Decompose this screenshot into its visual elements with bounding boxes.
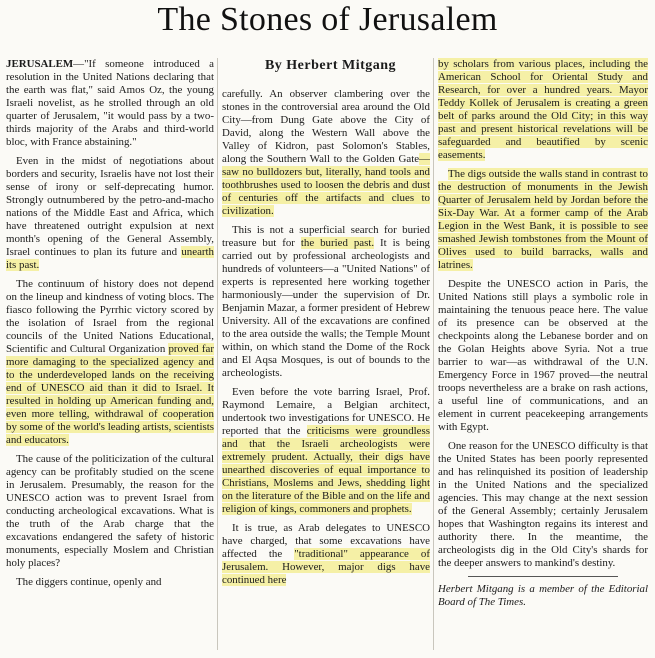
paragraph-text: The continuum of history does not depend on the lineup and kindness of voting blocs. The fiasco following the Pyrrhic victory scored by the isolation of Israel from the regional councils of the United Nations Educational, Scientific and Cultural Organization — [6, 278, 214, 355]
highlighted-text: proved far more damaging to the specialized agency and to the underdeveloped lands on the receiving end of UNESCO aid than it did to Israel. It resulted in holding up American funding and, even more telling, withdrawal of cooperation by some of the world's leading artists, scientists and educators. — [6, 343, 214, 446]
paragraph-text: Even in the midst of negotiations about borders and security, Israelis have not lost their sense of irony or self-deprecating humor. Strongly outnumbered by the petro-and-macho nations of the Middle East and Africa, which have threatened outright expulsion at next month's opening of the General Assembly, Israel continues to plan its future and — [6, 155, 214, 258]
column-2 — [222, 88, 430, 652]
author-note: Herbert Mitgang is a member of the Editorial Board of The Times. — [438, 583, 648, 608]
paragraph — [438, 58, 648, 162]
headline: The Stones of Jerusalem — [157, 1, 498, 38]
paragraph — [6, 155, 214, 272]
highlighted-text: by scholars from various places, including the American School for Oriental Study and Research, for over a hundred years. Mayor Teddy Kollek of Jerusalem is creating a green belt of parks around the Old City; in this way past and present historical revelations will be safeguarded and beautified by scenic easements. — [438, 58, 648, 161]
column-rule-right — [433, 58, 434, 650]
paragraph-text: It is true, as Arab delegates to UNESCO have charged, that some excavations have affected the — [222, 522, 430, 560]
author-note-divider — [468, 576, 618, 577]
paragraph — [222, 386, 430, 516]
paragraph: One reason for the UNESCO difficulty is that the United States has been poorly represented and has relinquished its position of leadership in the United Nations and the specialized agencies. This may change at the next session of the General Assembly; certainly Jerusalem hopes that Washington regains its interest and authority there. In the meantime, the archeologists dig in the Old City's shards for the deeper answers to mankind's destiny. — [438, 440, 648, 569]
highlighted-text: —saw no bulldozers but, literally, hand tools and toothbrushes used to loosen the debris and dust of centuries off the artifacts and clues to civilization. — [222, 153, 430, 217]
paragraph-text: This is not a superficial search for buried treasure but for — [222, 224, 430, 249]
paragraph-text: It is being carried out by professional archeologists and hundreds of volunteers—a "United Nations" of experts is represented here working together harmoniously—under the supervision of Dr. Benjamin Mazar, a former president of Hebrew University. All of the excavations are confined to the area outside the walls; the Temple Mount within, on which stand the Dome of the Rock and El Aqsa Mosques, is out of bounds to the archeologists. — [222, 237, 430, 379]
paragraph: Despite the UNESCO action in Paris, the United Nations still plays a symbolic role in maintaining the tenuous peace here. The value of its presence can be observed at the checkpoints along the Lebanese border and on the Golan Heights above Syria. Not a true barrier to war—as withdrawal of the U.N. Emergency Force in 1967 proved—the neutral troops nevertheless are a brake on rash actions, a useful line of communications, and an element in current peacekeeping arrangements with Egypt. — [438, 278, 648, 433]
column-1 — [6, 58, 214, 652]
paragraph — [438, 168, 648, 272]
byline: By Herbert Mitgang — [264, 58, 397, 73]
column-3 — [438, 58, 648, 652]
paragraph — [222, 88, 430, 218]
paragraph — [6, 278, 214, 447]
paragraph: The cause of the politicization of the cultural agency can be profitably studied on the scene in Jerusalem. Presumably, the reason for the UNESCO action was to prevent Israel from conducting archeological excavations. What is the truth of the Arab charge that the excavations endangered the safety of historic monuments, especially Moslem and Christian holy places? — [6, 453, 214, 569]
dateline: JERUSALEM — [6, 58, 74, 70]
paragraph — [222, 224, 430, 380]
paragraph-text: Even before the vote barring Israel, Prof. Raymond Lemaire, a Belgian architect, undertook two investigations for UNESCO. He reported that the — [222, 386, 430, 437]
paragraph — [6, 58, 214, 149]
highlighted-text: The digs outside the walls stand in contrast to the destruction of monuments in the Jewish Quarter of Jerusalem held by Jordan before the Six-Day War. At a former camp of the Arab Legion in the West Bank, it is possible to see smashed Jewish tombstones from the Mount of Olives used to build barracks, walls and latrines. — [438, 168, 648, 271]
highlighted-text: the buried past. — [300, 237, 375, 249]
highlighted-text: unearth its past. — [6, 246, 214, 271]
highlighted-text: criticisms were groundless and that the Israeli archeologists were extremely prudent. Actually, their digs have unearthed discoveries of equal importance to Christians, Moslems and Jews, shedding light on the literature of the Bible and on the life and religion of kings, commoners and prophets. — [222, 425, 430, 515]
paragraph: The diggers continue, openly and — [16, 576, 162, 588]
paragraph-text: carefully. An observer clambering over the stones in the controversial area around the Old City—from Dung Gate above the City of David, along the Western Wall above the Valley of Kidron, past Solomon's Stables, along the Southern Wall to the Golden Gate — [222, 88, 430, 165]
column-rule-left — [217, 58, 218, 650]
paragraph — [222, 522, 430, 587]
paragraph-text: —"If someone introduced a resolution in the United Nations declaring that the earth was flat," said Amos Oz, the young Israeli novelist, as he strolled through an old quarter of Jerusalem, "it would pass by a two-thirds majority of the Arabs and third-world bloc, with France abstaining." — [6, 58, 214, 148]
highlighted-text: "traditional" appearance of Jerusalem. However, major digs have continued here — [222, 548, 430, 586]
